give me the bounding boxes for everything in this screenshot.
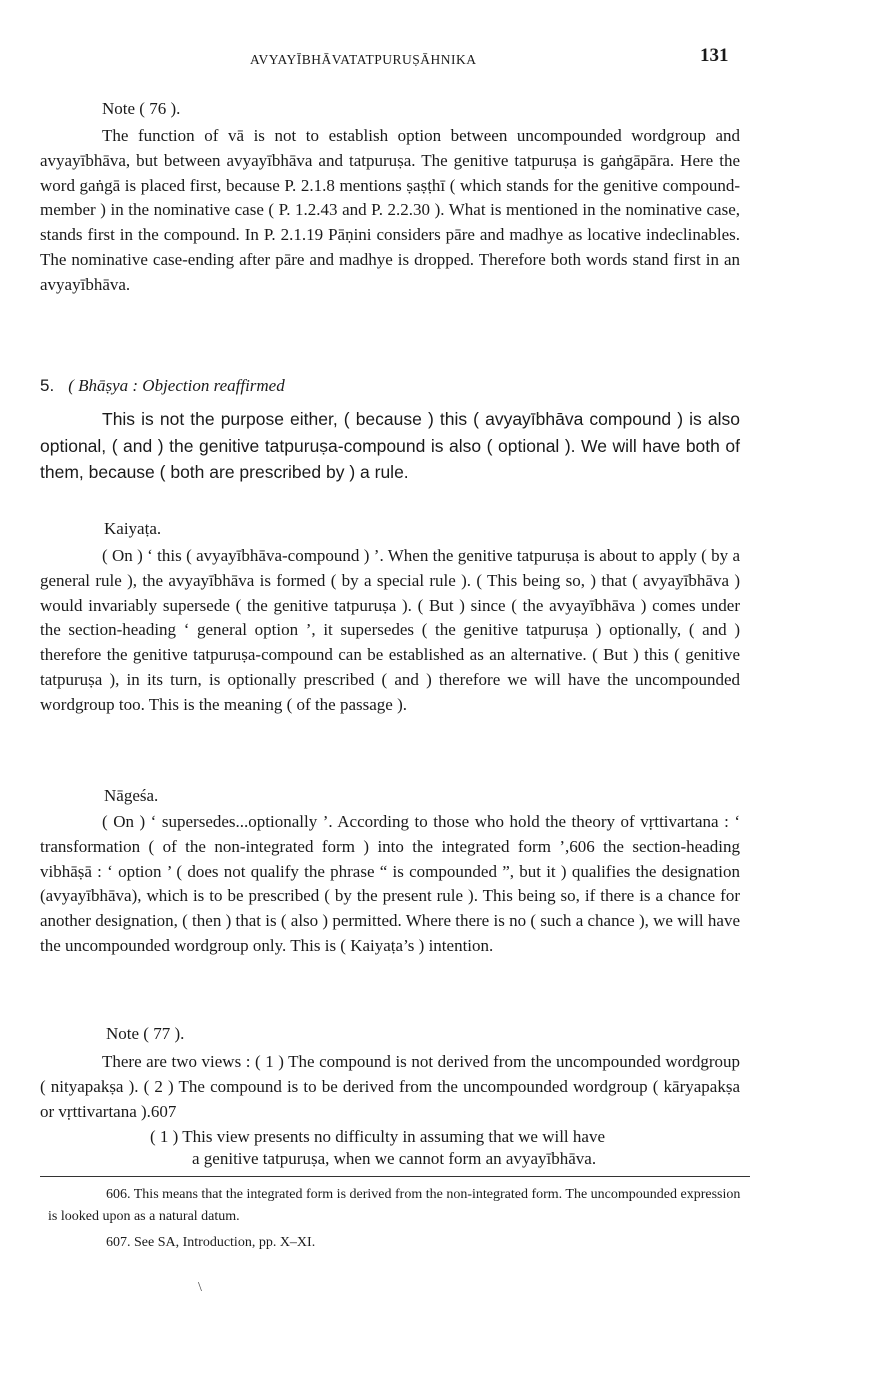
note-77-label: Note ( 77 ). xyxy=(106,1024,185,1043)
item-1-line-1: ( 1 ) This view presents no difficulty in assuming that we will have xyxy=(150,1127,605,1146)
note-76-body xyxy=(40,124,740,298)
section-5-heading xyxy=(40,376,285,396)
note-77-body xyxy=(40,1050,740,1124)
item-1-line-2: a genitive tatpuruṣa, when we cannot form an avyayībhāva. xyxy=(192,1149,597,1168)
page-number: 131 xyxy=(700,45,729,66)
scan-speck: \ xyxy=(198,1280,202,1295)
bhasya-paragraph: This is not the purpose either, ( because ) this ( avyayībhāva compound ) is also optional, ( and ) the genitive tatpuruṣa-compound is also ( optional ). We will have both of them, because ( both are prescribed by ) a rule. xyxy=(40,409,740,482)
kaiyata-paragraph: ( On ) ‘ this ( avyayībhāva-compound ) ’. When the genitive tatpuruṣa is about to apply ( by a general rule ), the avyayībhāva is formed ( by a special rule ). ( This being so, ) that ( avyayībhāva ) would invariably supersede ( the genitive tatpuruṣa ). ( But ) since ( the avyayībhāva ) comes under the section-heading ‘ general option ’, it supersedes ( the genitive tatpuruṣa ) optionally, ( and ) therefore the genitive tatpuruṣa-compound can be established as an alternative. ( But ) this ( genitive tatpuruṣa ), in its turn, is optionally prescribed ( and ) therefore we will have the uncompounded wordgroup too. This is the meaning ( of the passage ). xyxy=(40,546,740,714)
footnote-606-text: 606. This means that the integrated form is derived from the non-integrated form. The uncompounded expression is looked upon as a natural datum. xyxy=(48,1187,741,1224)
nagesa-paragraph: ( On ) ‘ supersedes...optionally ’. According to those who hold the theory of vṛttivartana : ‘ transformation ( of the non-integrated form ) into the integrated form ’,606 the section-heading vibhāṣā : ‘ option ’ ( does not qualify the phrase “ is compounded ”, but it ) qualifies the designation (avyayībhāva), which is to be prescribed ( by the present rule ). This being so, if there is a chance for another designation, ( then ) that is ( also ) permitted. Where there is no ( such a chance ), we will have the uncompounded wordgroup only. This is ( Kaiyaṭa’s ) intention. xyxy=(40,812,740,955)
footnote-606 xyxy=(48,1184,753,1228)
nagesa-body xyxy=(40,810,740,959)
note-77-item-1 xyxy=(150,1126,750,1170)
bhasya-translation xyxy=(40,406,740,486)
note-77-paragraph: There are two views : ( 1 ) The compound is not derived from the uncompounded wordgroup ( nityapakṣa ). ( 2 ) The compound is to be derived from the uncompounded wordgroup ( kāryapakṣa or vṛttivartana ).607 xyxy=(40,1052,740,1121)
section-heading-text: ( Bhāṣya : Objection reaffirmed xyxy=(68,376,285,395)
footnote-607-text: 607. See SA, Introduction, pp. X–XI. xyxy=(106,1235,316,1250)
nagesa-label: Nāgeśa. xyxy=(104,786,159,805)
note-76-label: Note ( 76 ). xyxy=(102,99,181,118)
kaiyata-body xyxy=(40,544,740,718)
footnote-rule xyxy=(40,1176,750,1177)
footnote-607 xyxy=(48,1232,753,1254)
note-76-paragraph: The function of vā is not to establish option between uncompounded wordgroup and avyayībhāva, but between avyayībhāva and tatpuruṣa. The genitive tatpuruṣa is gaṅgāpāra. Here the word gaṅgā is placed first, because P. 2.1.8 mentions ṣaṣṭhī ( which stands for the genitive compound-member ) in the nominative case ( P. 1.2.43 and P. 2.2.30 ). What is mentioned in the nominative case, stands first in the compound. In P. 2.1.19 Pāṇini considers pāre and madhye as locative indeclinables. The nominative case-ending after pāre and madhye is dropped. Therefore both words stand first in an avyayībhāva. xyxy=(40,126,740,294)
running-title: AVYAYĪBHĀVATATPURUṢĀHNIKA xyxy=(250,52,477,67)
kaiyata-label: Kaiyaṭa. xyxy=(104,519,162,538)
section-number: 5. xyxy=(40,376,55,395)
